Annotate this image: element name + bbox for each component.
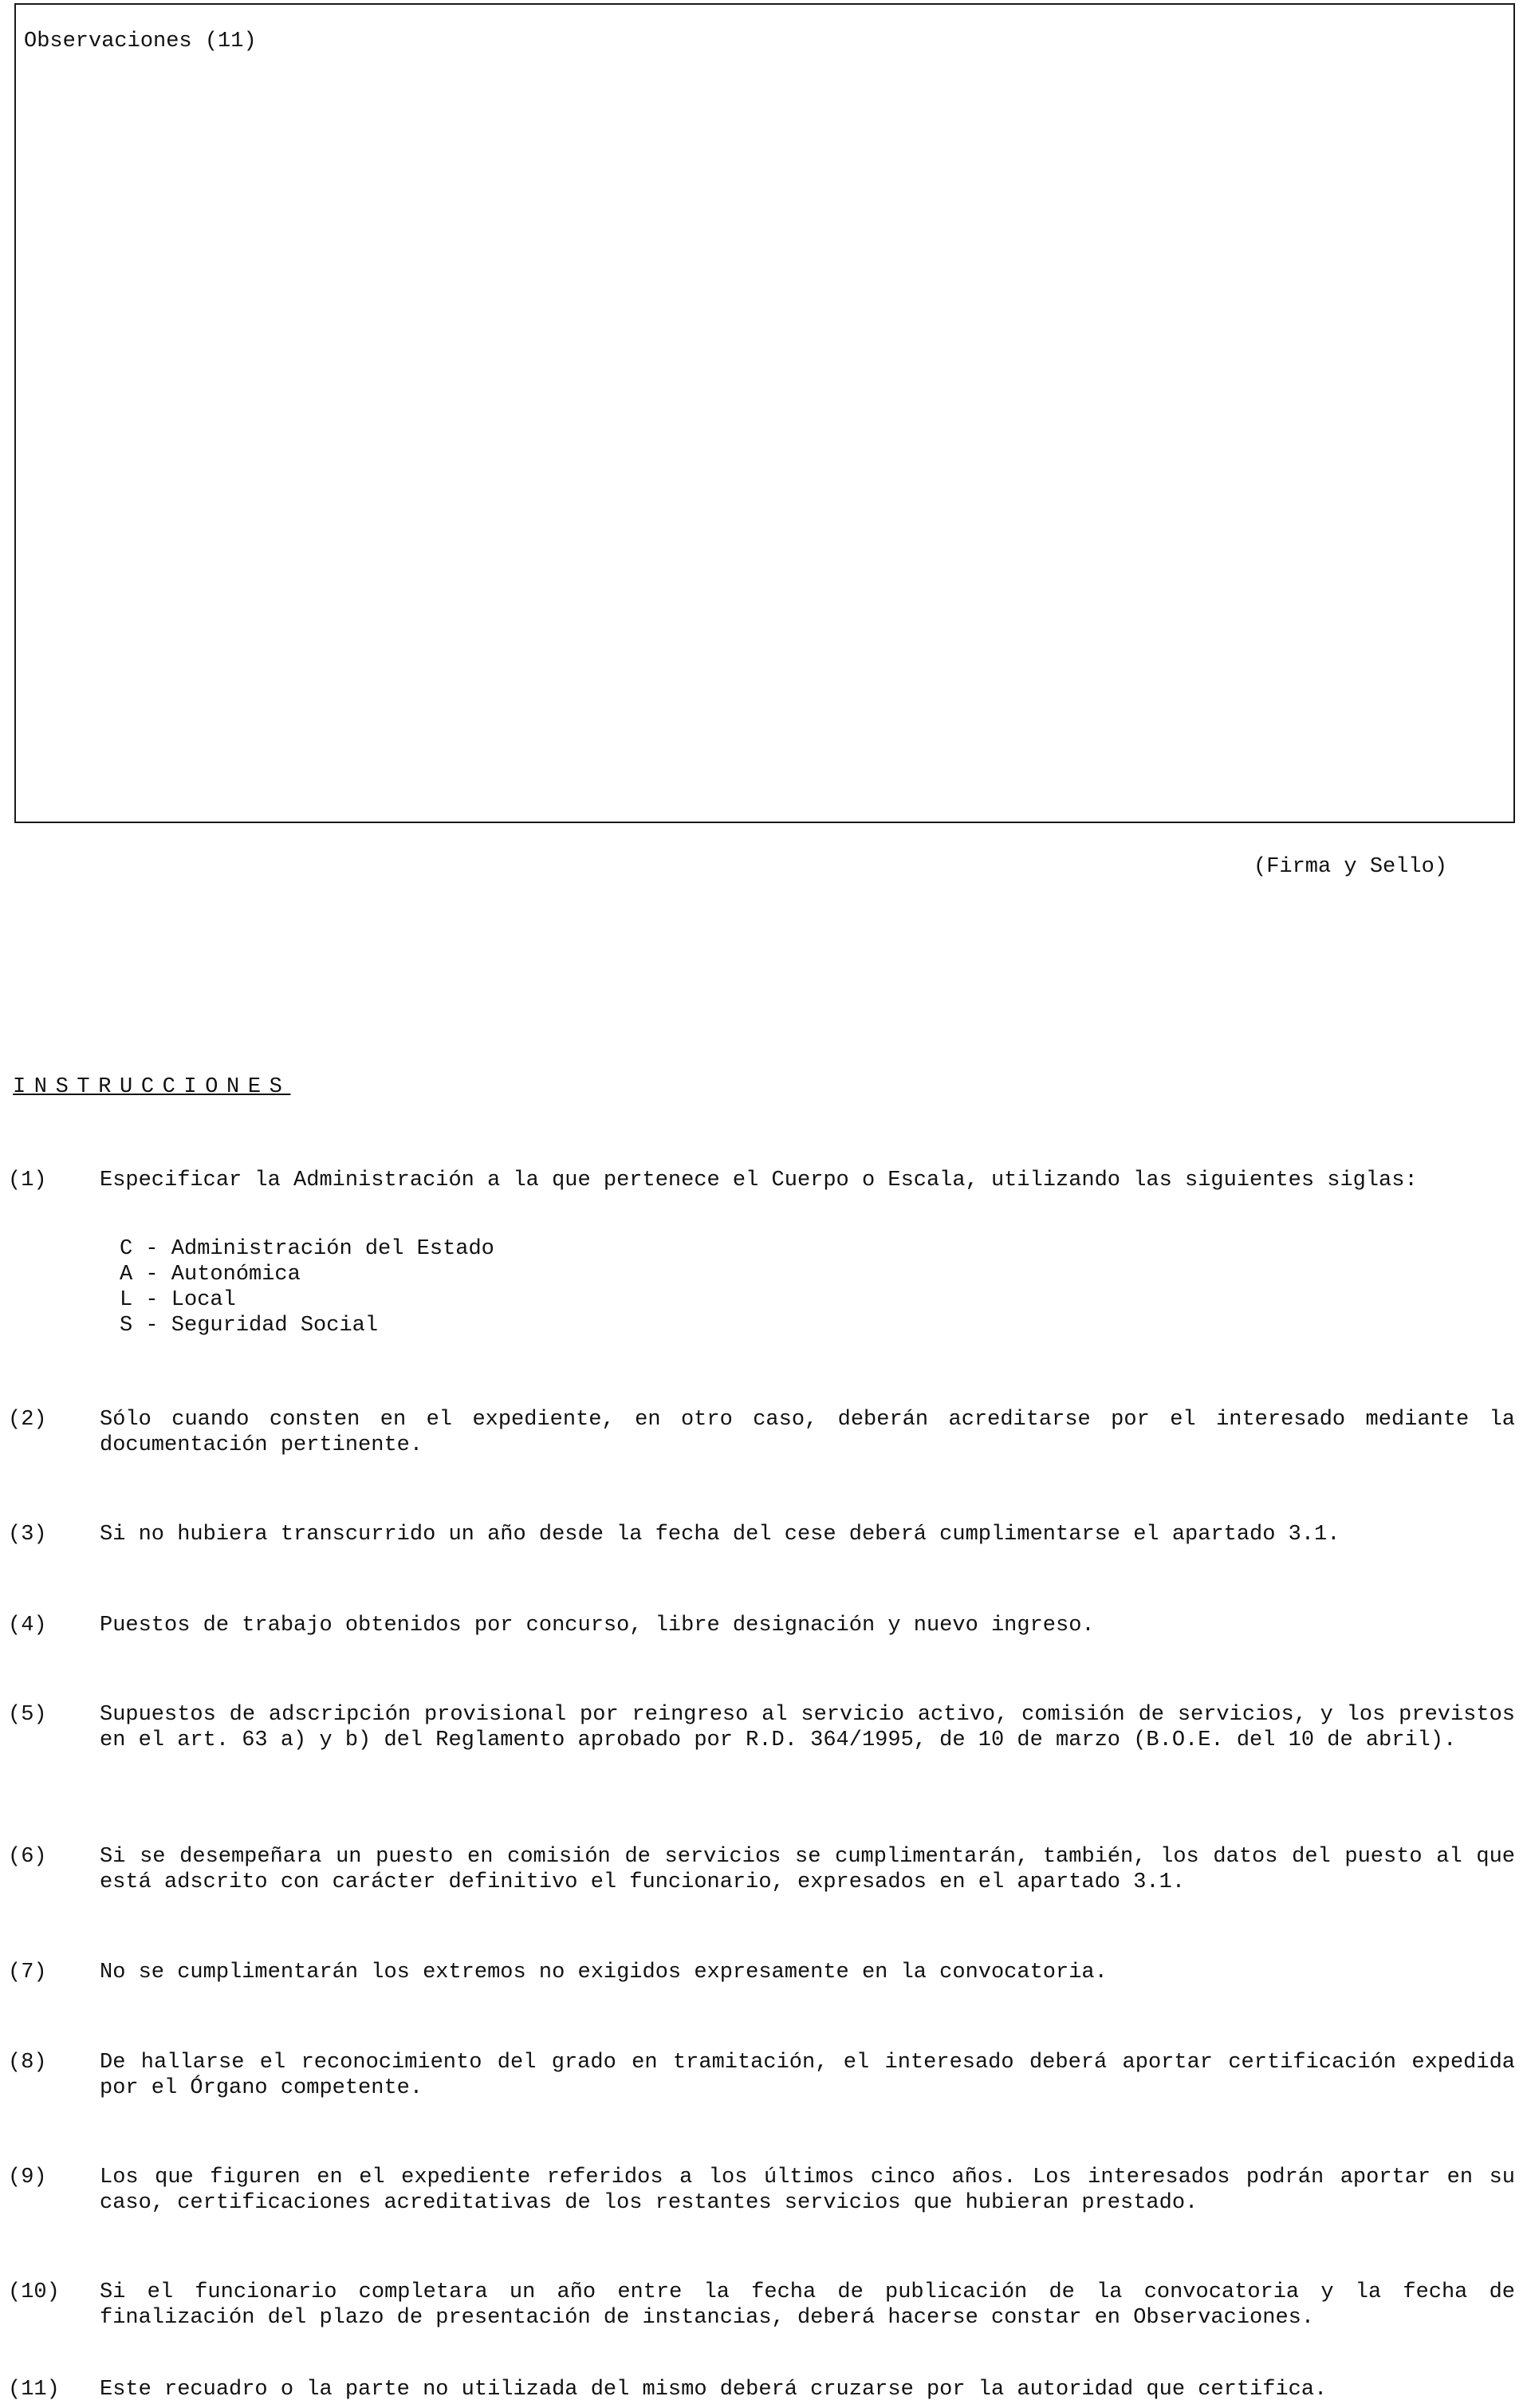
instruction-number: (5) <box>8 1703 47 1727</box>
instruction-text: Sólo cuando consten en el expediente, en otro caso, deberán acreditarse por el interesado mediante la documentación pertinente. <box>100 1408 1515 1457</box>
instruction-text: Supuestos de adscripción provisional por reingreso al servicio activo, comisión de servicios, y los previstos en el art. 63 a) y b) del Reglamento aprobado por R.D. 364/1995, de 10 de marzo (B.O.E. del 10 de abril). <box>100 1703 1515 1752</box>
instruction-number: (4) <box>8 1614 47 1638</box>
sigla-item: S - Seguridad Social <box>120 1314 379 1338</box>
instruction-text: Especificar la Administración a la que pertenece el Cuerpo o Escala, utilizando las siguientes siglas: <box>100 1169 1418 1192</box>
instruction-number: (9) <box>8 2166 47 2189</box>
sigla-item: A - Autonómica <box>120 1263 301 1287</box>
observaciones-box <box>14 3 1515 823</box>
instruction-number: (6) <box>8 1845 47 1869</box>
instruction-number: (11) <box>8 2378 60 2402</box>
sigla-item: L - Local <box>120 1288 236 1312</box>
instruction-number: (8) <box>8 2051 47 2075</box>
instrucciones-heading: INSTRUCCIONES <box>13 1075 291 1099</box>
siglas-list <box>120 1236 494 1338</box>
instruction-text: Este recuadro o la parte no utilizada del mismo deberá cruzarse por la autoridad que certifica. <box>100 2378 1328 2402</box>
observaciones-title: Observaciones (11) <box>24 30 257 53</box>
instruction-text: No se cumplimentarán los extremos no exigidos expresamente en la convocatoria. <box>100 1961 1108 1984</box>
instruction-number: (2) <box>8 1408 47 1432</box>
instruction-text: Puestos de trabajo obtenidos por concurso, libre designación y nuevo ingreso. <box>100 1614 1095 1638</box>
signature-caption: (Firma y Sello) <box>1253 855 1448 879</box>
sigla-item: C - Administración del Estado <box>120 1237 494 1261</box>
instruction-number: (3) <box>8 1523 47 1547</box>
instruction-number: (10) <box>8 2280 60 2304</box>
instruction-text: Los que figuren en el expediente referidos a los últimos cinco años. Los interesados podrán aportar en su caso, certificaciones acreditativas de los restantes servicios que hubieran prestado. <box>100 2166 1515 2215</box>
instruction-text: Si se desempeñara un puesto en comisión de servicios se cumplimentarán, también, los datos del puesto al que está adscrito con carácter definitivo el funcionario, expresados en el apartado 3.1. <box>100 1845 1515 1894</box>
instruction-text: Si el funcionario completara un año entre la fecha de publicación de la convocatoria y la fecha de finalización del plazo de presentación de instancias, deberá hacerse constar en Observaciones. <box>100 2280 1515 2330</box>
instruction-text: Si no hubiera transcurrido un año desde la fecha del cese deberá cumplimentarse el apartado 3.1. <box>100 1523 1340 1547</box>
instruction-number: (1) <box>8 1169 47 1192</box>
instruction-text: De hallarse el reconocimiento del grado en tramitación, el interesado deberá aportar certificación expedida por el Órgano competente. <box>100 2051 1515 2100</box>
instruction-number: (7) <box>8 1961 47 1984</box>
